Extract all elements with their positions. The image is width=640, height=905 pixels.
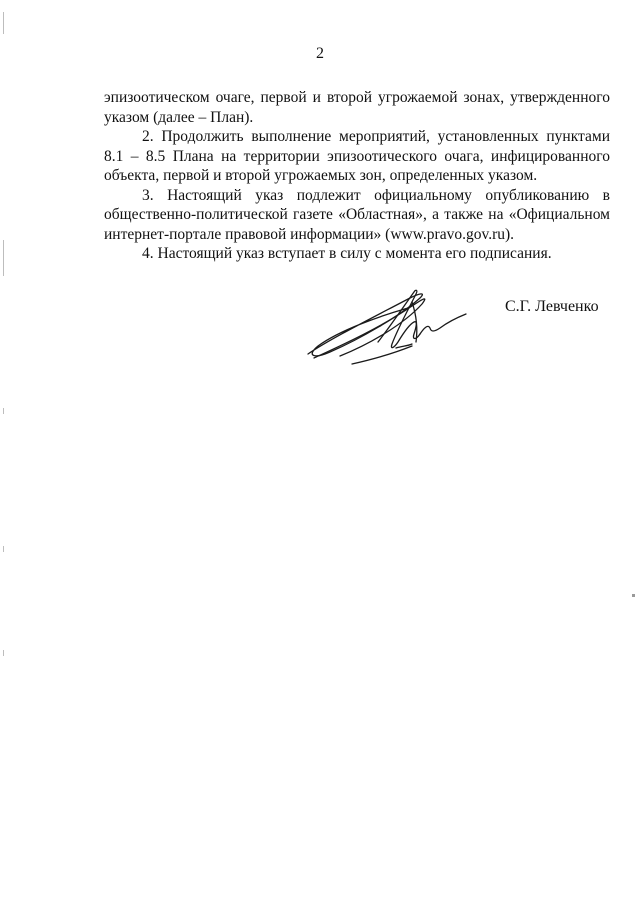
paragraph-item-4: 4. Настоящий указ вступает в силу с момента его подписания.: [142, 245, 552, 262]
signer-name: С.Г. Левченко: [505, 298, 599, 315]
scan-margin-mark: [3, 12, 4, 34]
document-body: [104, 88, 610, 264]
page-number: 2: [316, 45, 324, 62]
scan-margin-mark: [3, 650, 4, 656]
scan-margin-mark: [3, 408, 4, 414]
paragraph-item-2: 2. Продолжить выполнение мероприятий, установленных пунктами 8.1 – 8.5 Плана на территории эпизоотического очага, инфицированного объекта, первой и второй угрожаемых зон, определенных указом.: [104, 128, 610, 184]
handwritten-signature: [300, 284, 480, 374]
scan-margin-mark: [3, 546, 4, 552]
paragraph-continuation: эпизоотическом очаге, первой и второй угрожаемой зонах, утвержденного указом (далее – План).: [104, 89, 610, 126]
scan-dust-mark: [632, 594, 635, 597]
scan-margin-mark: [3, 240, 4, 276]
paragraph-item-3: 3. Настоящий указ подлежит официальному опубликованию в общественно-политической газете «Областная», а также на «Официальном интернет-портале правовой информации» (www.pravo.gov.ru).: [104, 186, 610, 243]
